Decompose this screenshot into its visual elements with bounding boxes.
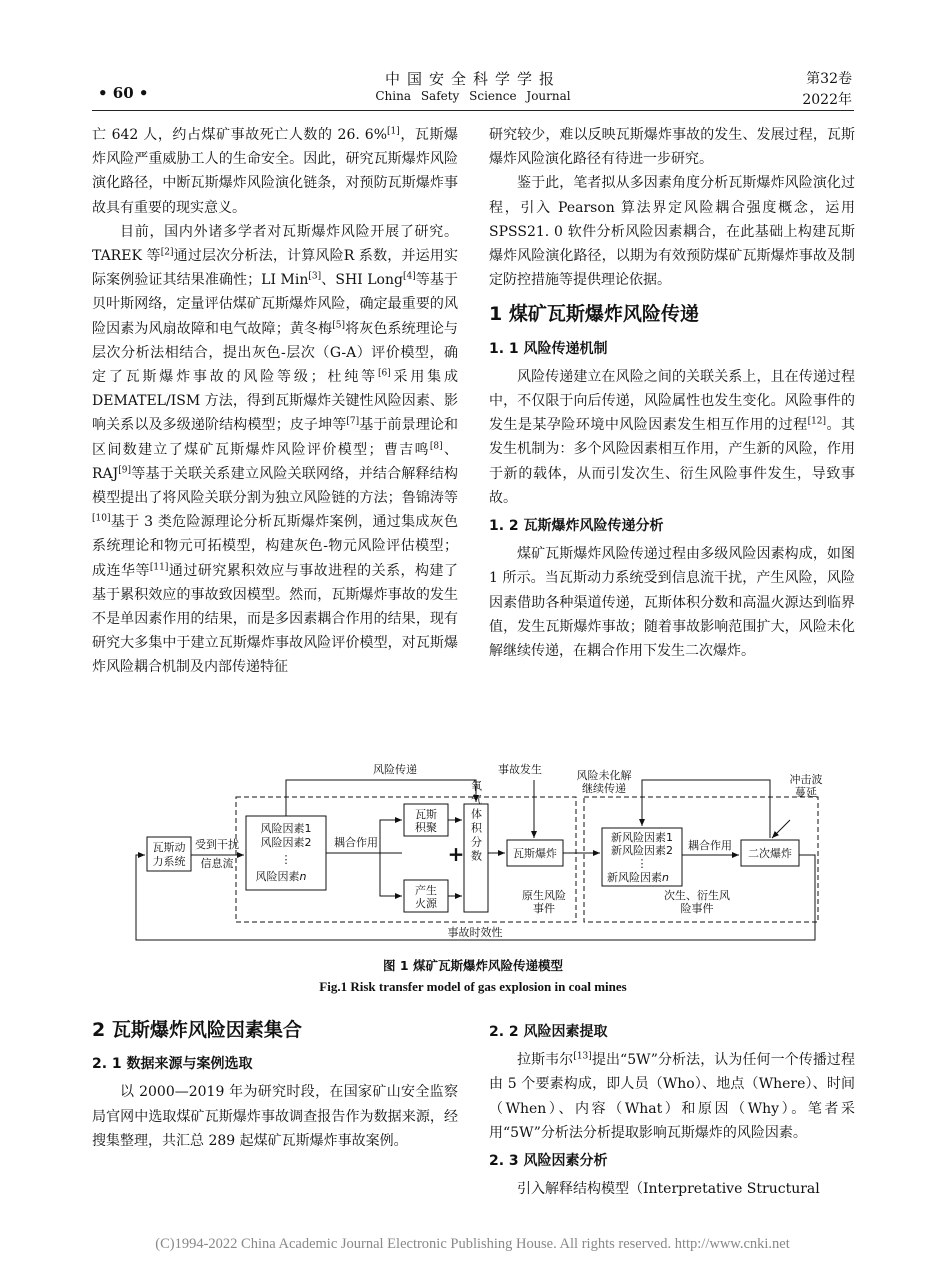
paragraph: 风险传递建立在风险之间的关联关系上，且在传递过程中，不仅限于向后传递，风险属性也发生变化。风险事件的发生是某孕险环境中风险因素发生相互作用的过程[12]。其发生机制为：多个风险因素相互作用，产生新的风险，作用于新的载体，从而引发次生、衍生风险事件发生，导致事故。 <box>489 368 856 506</box>
paragraph: 目前，国内外诸多学者对瓦斯爆炸风险开展了研究。TAREK 等[2]通过层次分析法，计算风险R 系数，并运用实际案例验证其结果准确性；LI Min[3]、SHI Long[4]等基于贝叶斯网络，定量评估煤矿瓦斯爆炸风险，确定最重要的风险因素为风扇故障和电气故障；黄冬梅[5]将灰色系统理论与层次分析法相结合，提出灰色-层次（G-A）评价模型，确定了瓦斯爆炸事故的风险等级；杜纯等[6]采用集成 DEMATEL/ISM 方法，得到瓦斯爆炸关键性风险因素、影响关系以及多级递阶结构模型；皮子坤等[7]基于前景理论和区间数建立了煤矿瓦斯爆炸风险评价模型；曹吉鸣[8]、RAJ[9]等基于关联关系建立风险关联网络，并结合解释结构模型提出了将风险关联分割为独立风险链的方法；鲁锦涛等[10]基于 3 类危险源理论分析瓦斯爆炸案例，通过集成灰色系统理论和物元可拓模型，构建灰色-物元风险评估模型；成连华等[11]通过研究累积效应与事故进程的关系，构建了基于累积效应的事故致因模型。然而，瓦斯爆炸事故的发生不是单因素作用的结果，而是多因素耦合作用的结果，现有研究大多集中于建立瓦斯爆炸事故风险评价模型，对瓦斯爆炸风险耦合机制及内部传递特征 <box>92 223 459 676</box>
figure-caption-en: Fig.1 Risk transfer model of gas explosion in coal mines <box>319 979 627 994</box>
citation[interactable]: [4] <box>402 271 416 282</box>
risk-factor-n: 风险因素n <box>255 870 307 883</box>
citation[interactable]: [11] <box>149 562 169 572</box>
subsection-heading: 1. 1 风险传递机制 <box>489 340 608 357</box>
citation[interactable]: [13] <box>573 1051 592 1062</box>
journal-title-en: China Safety Science Journal <box>375 89 571 103</box>
label-unresolved-2: 继续传递 <box>582 782 626 795</box>
label-primary-event-1: 原生风险 <box>522 889 566 902</box>
new-risk-factor-1: 新风险因素1 <box>611 831 673 844</box>
citation[interactable]: [6] <box>377 368 391 379</box>
gas-system-line2: 力系统 <box>152 855 186 868</box>
citation[interactable]: [12] <box>807 416 827 427</box>
label-unresolved-1: 风险未化解 <box>576 769 632 782</box>
risk-factor-dots: ⋮ <box>280 853 292 866</box>
paragraph: 鉴于此，笔者拟从多因素角度分析瓦斯爆炸风险演化过程，引入 Pearson 算法界定风险耦合强度概念，运用 SPSS21. 0 软件分析风险因素耦合，在此基础上构建瓦斯爆炸风险演化路径，以期为有效预防煤矿瓦斯爆炸事故及制定防控措施等提供理论依据。 <box>489 175 855 289</box>
new-risk-factor-2: 新风险因素2 <box>611 844 673 857</box>
label-shock-2: 蔓延 <box>795 786 817 799</box>
label-secondary-explosion: 二次爆炸 <box>748 847 792 860</box>
label-disturbed: 受到干扰 <box>195 838 239 851</box>
paragraph: 研究较少，难以反映瓦斯爆炸事故的发生、发展过程，瓦斯爆炸风险演化路径有待进一步研究。 <box>489 127 855 168</box>
citation[interactable]: [10] <box>92 513 111 524</box>
risk-factor-1: 风险因素1 <box>260 822 312 835</box>
risk-factor-2: 风险因素2 <box>260 836 312 849</box>
fire-source-line2: 火源 <box>415 897 437 910</box>
fire-source-line1: 产生 <box>415 884 437 897</box>
label-secondary-event-1: 次生、衍生风 <box>664 889 730 902</box>
label-secondary-event-2: 险事件 <box>680 902 714 915</box>
paragraph: 拉斯韦尔[13]提出“5W”分析法，认为任何一个传播过程由 5 个要素构成，即人员（Who）、地点（Where）、时间（When）、内容（What）和原因（Why）。笔者采用“5W”分析法分析提取影响瓦斯爆炸的风险因素。 <box>489 1051 855 1141</box>
subsection-heading: 2. 1 数据来源与案例选取 <box>92 1056 253 1073</box>
citation[interactable]: [5] <box>332 319 345 330</box>
section2-right <box>489 1016 855 1201</box>
subsection-heading: 1. 2 瓦斯爆炸风险传递分析 <box>489 518 664 535</box>
label-primary-event-2: 事件 <box>533 902 555 915</box>
section2-left <box>92 1018 458 1153</box>
label-info-flow: 信息流 <box>200 857 234 870</box>
label-gas-explosion: 瓦斯爆炸 <box>513 847 557 860</box>
copyright-footer: (C)1994-2022 China Academic Journal Electronic Publishing House. All rights reserved. http://www.cnki.net <box>155 1236 790 1252</box>
oxygen-volume-fraction: 氧气体积分数 <box>469 780 483 864</box>
section-heading: 2 瓦斯爆炸风险因素集合 <box>92 1019 302 1041</box>
section-heading: 1 煤矿瓦斯爆炸风险传递 <box>489 303 699 326</box>
label-coupling: 耦合作用 <box>334 836 378 849</box>
label-shock-1: 冲击波 <box>789 773 823 786</box>
paragraph: 亡 642 人，约占煤矿事故死亡人数的 26. 6%[1]，瓦斯爆炸风险严重威胁工人的生命安全。因此，研究瓦斯爆炸风险演化路径，中断瓦斯爆炸风险演化链条，对预防瓦斯爆炸事故具有重要的现实意义。 <box>92 126 459 216</box>
citation[interactable]: [3] <box>308 271 322 282</box>
citation[interactable]: [8] <box>429 440 443 451</box>
figure-caption-cn: 图 1 煤矿瓦斯爆炸风险传递模型 <box>383 958 563 973</box>
label-accident-timeliness: 事故时效性 <box>447 926 503 939</box>
journal-title-cn: 中国安全科学学报 <box>384 70 561 88</box>
subsection-heading: 2. 3 风险因素分析 <box>489 1153 608 1170</box>
paragraph: 以 2000—2019 年为研究时段，在国家矿山安全监察局官网中选取煤矿瓦斯爆炸事故调查报告作为数据来源，经搜集整理，共汇总 289 起煤矿瓦斯爆炸事故案例。 <box>92 1084 458 1149</box>
new-risk-factor-n: 新风险因素n <box>607 871 669 884</box>
paragraph: 煤矿瓦斯爆炸风险传递过程由多级风险因素构成，如图 1 所示。当瓦斯动力系统受到信息流干扰，产生风险，风险因素借助各种渠道传递，瓦斯体积分数和高温火源达到临界值，发生瓦斯爆炸事故；随着事故影响范围扩大，风险未化解继续传递，在耦合作用下发生二次爆炸。 <box>489 546 855 660</box>
label-risk-transfer: 风险传递 <box>373 763 417 776</box>
citation[interactable]: [1] <box>387 126 400 137</box>
subsection-heading: 2. 2 风险因素提取 <box>489 1024 608 1040</box>
citation[interactable]: [9] <box>118 465 132 476</box>
label-coupling-2: 耦合作用 <box>688 839 732 852</box>
year: 2022年 <box>802 92 852 108</box>
paragraph: 引入解释结构模型（Interpretative Structural <box>517 1181 820 1198</box>
label-accident-occur: 事故发生 <box>498 763 542 776</box>
citation[interactable]: [2] <box>160 247 174 258</box>
volume: 第32卷 <box>806 71 852 87</box>
gas-accumulation-line2: 积聚 <box>415 821 437 834</box>
gas-accumulation-line1: 瓦斯 <box>415 808 437 821</box>
new-risk-factor-dots: ⋮ <box>636 857 648 870</box>
plus-sign: + <box>447 842 465 866</box>
page-number: • 60 • <box>98 84 149 102</box>
citation[interactable]: [7] <box>346 416 360 427</box>
gas-system-line1: 瓦斯动 <box>152 841 186 854</box>
